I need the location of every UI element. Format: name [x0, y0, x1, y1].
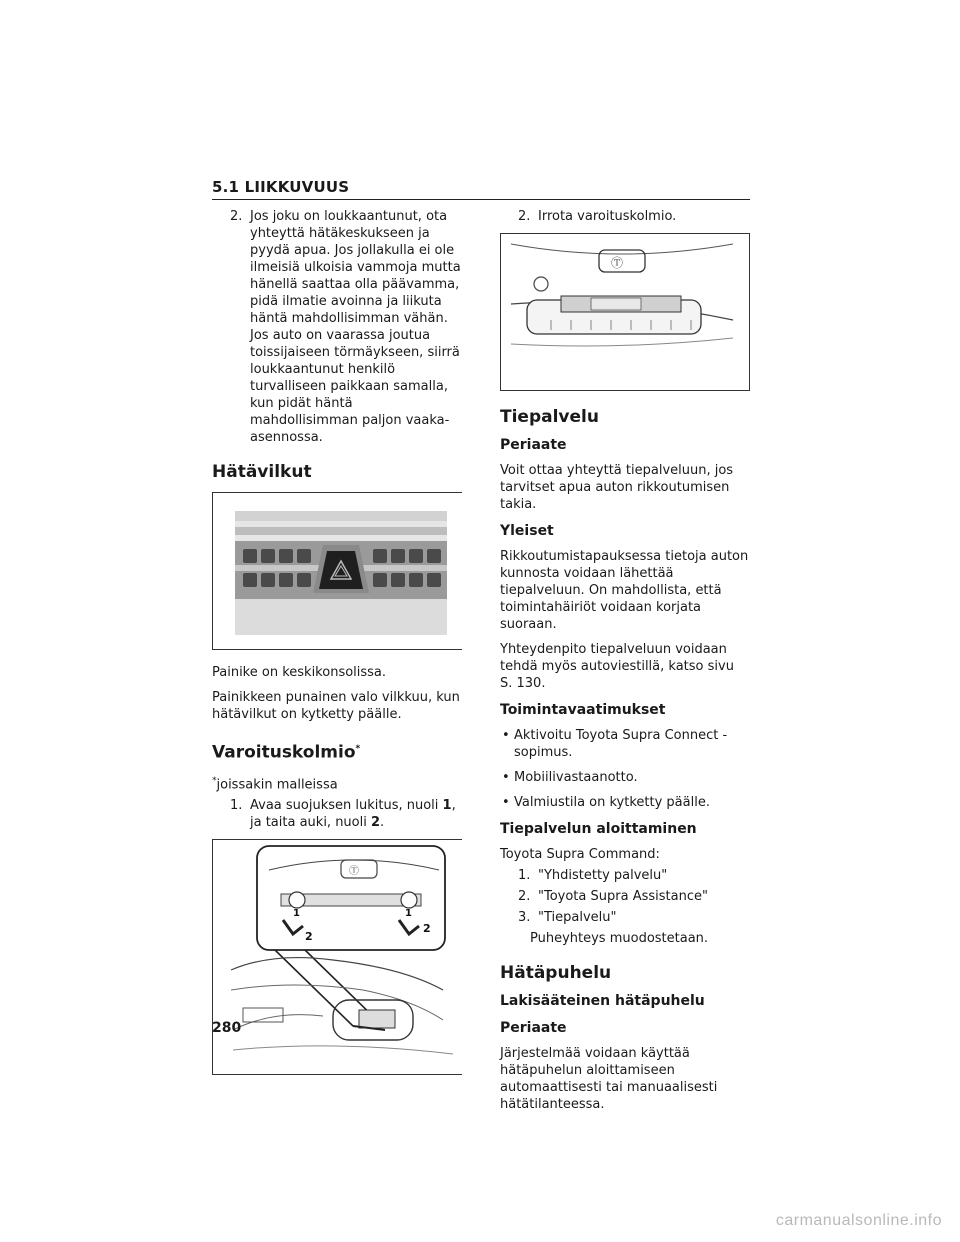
step1-text-d: .	[380, 814, 385, 830]
command-step	[500, 867, 750, 884]
step1-arrow-1: 1	[442, 797, 452, 813]
emergency-legal-heading: Lakisääteinen hätäpuhelu	[500, 993, 705, 1009]
emergency-principle-text: Järjestelmää voidaan käyttää hätäpuhelun aloittamiseen automaattisesti tai manuaalisesti hätätilanteessa.	[500, 1046, 718, 1112]
emergency-principle-heading: Periaate	[500, 1020, 567, 1036]
emergency-heading: Hätäpuhelu	[500, 963, 612, 983]
tow-start-heading: Tiepalvelun aloittaminen	[500, 821, 697, 837]
hazard-button-illustration	[213, 493, 471, 649]
tow-requirements-heading: Toimintavaatimukset	[500, 702, 666, 718]
step1-text-a: Avaa suojuksen lukitus, nuoli	[250, 797, 443, 813]
page-number: 280	[212, 1020, 242, 1036]
hazard-figure	[212, 492, 462, 650]
triangle-note-text: joissakin malleissa	[216, 776, 338, 792]
command-step	[500, 888, 750, 905]
command-step-number: 1.	[518, 868, 531, 883]
command-step	[500, 909, 750, 926]
watermark: carmanualsonline.info	[775, 1212, 942, 1229]
command-step-number: 2.	[518, 889, 531, 904]
requirement-item: • Valmiustila on kytketty päälle.	[502, 795, 710, 810]
tow-principle-text: Voit ottaa yhteyttä tiepalveluun, jos tarvitset apua auton rikkoutumisen takia.	[500, 463, 734, 512]
command-step-number: 3.	[518, 910, 531, 925]
svg-text:Ⓣ: Ⓣ	[349, 865, 359, 877]
triangle-step-2	[500, 208, 750, 225]
command-step-text: "Toyota Supra Assistance"	[538, 889, 708, 904]
tow-principle-heading: Periaate	[500, 437, 567, 453]
figure-label-1-left: 1	[293, 907, 300, 919]
triangle-remove-illustration	[501, 234, 743, 390]
triangle-heading-text: Varoituskolmio	[212, 742, 356, 763]
triangle-step-2-number: 2.	[518, 209, 531, 224]
requirement-text: Valmiustila on kytketty päälle.	[514, 795, 710, 810]
tow-general-text-1: Rikkoutumistapauksessa tietoja auton kunnosta voidaan lähettää tiepalveluun. On mahdollista, että toimintahäiriöt voidaan korjata suoraan.	[500, 549, 749, 632]
command-step-text: "Tiepalvelu"	[538, 910, 617, 925]
triangle-step-1-number: 1.	[230, 797, 243, 813]
triangle-step-1-text	[244, 797, 462, 831]
requirement-item: • Mobiilivastaanotto.	[502, 770, 638, 785]
figure-label-1-right: 1	[405, 907, 412, 919]
triangle-note	[212, 773, 462, 793]
triangle-step-2-text: Irrota varoituskolmio.	[538, 209, 677, 224]
intro-step-number: 2.	[230, 209, 243, 224]
command-step-text: "Yhdistetty palvelu"	[538, 868, 668, 883]
tow-command-text: Toyota Supra Command:	[500, 847, 660, 862]
triangle-note-star: *	[212, 775, 217, 786]
tow-heading: Tiepalvelu	[500, 407, 599, 427]
intro-step	[212, 208, 462, 446]
triangle-remove-figure	[500, 233, 750, 391]
requirement-text: Mobiilivastaanotto.	[514, 770, 638, 785]
figure-label-2-right: 2	[423, 921, 431, 935]
hazard-heading: Hätävilkut	[212, 462, 312, 482]
triangle-cover-figure	[212, 839, 462, 1075]
svg-text:Ⓣ: Ⓣ	[611, 256, 624, 270]
intro-step-text: Jos joku on loukkaantunut, ota yhteyttä hätäkeskukseen ja pyydä apua. Jos jollakulla ei ole ilmeisiä ulkoisia vammoja mutta hänellä saattaa olla päävamma, pidä ilmatie avoinna ja liikuta häntä mahdollisimman vähän. Jos auto on vaarassa joutua toissijaiseen törmäykseen, siirrä loukkaantunut henkilö turvalliseen paikkaan samalla, kun pidät häntä mahdollisimman paljon vaaka-asennossa.	[250, 209, 461, 445]
tow-general-heading: Yleiset	[500, 523, 554, 539]
step1-arrow-2: 2	[370, 814, 381, 830]
hazard-text-1: Painike on keskikonsolissa.	[212, 665, 387, 680]
triangle-step-1	[212, 797, 462, 831]
requirement-item: • Aktivoitu Toyota Supra Connect -sopimus.	[500, 727, 750, 761]
step1-text-c: , ja taita auki, nuoli	[250, 797, 456, 830]
triangle-cover-illustration	[213, 840, 471, 1074]
requirement-text: Aktivoitu Toyota Supra Connect -sopimus.	[514, 728, 728, 760]
tow-result-text: Puheyhteys muodostetaan.	[530, 931, 709, 946]
figure-label-2-left: 2	[305, 929, 313, 943]
triangle-heading	[212, 739, 462, 763]
tow-general-text-2: Yhteydenpito tiepalveluun voidaan tehdä myös autoviestillä, katso sivu S. 130.	[500, 642, 734, 691]
section-header: 5.1 LIIKKUVUUS	[212, 178, 750, 200]
triangle-heading-star: *	[355, 744, 361, 754]
hazard-text-2: Painikkeen punainen valo vilkkuu, kun hätävilkut on kytketty päälle.	[212, 690, 460, 722]
right-column	[500, 208, 750, 1121]
left-column	[212, 208, 462, 1089]
